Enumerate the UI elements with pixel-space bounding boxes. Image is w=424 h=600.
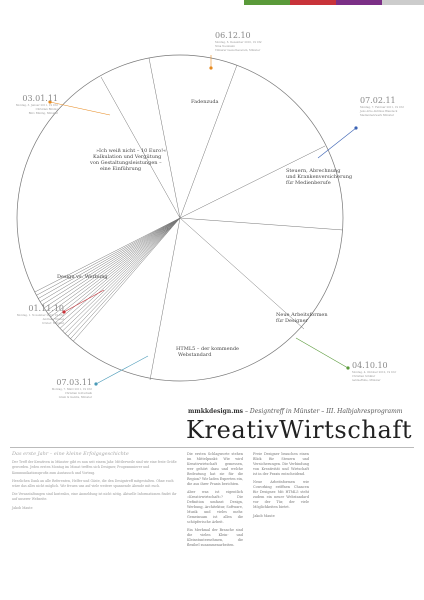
green-marker-icon: [346, 366, 349, 369]
leader-0702: [318, 128, 356, 158]
brand-title: KreativWirtschaft: [186, 416, 413, 444]
slice-label-3a: Steuern, Abrechnung: [286, 168, 341, 174]
segment-line: [42, 218, 180, 305]
slice-label-1d: eine Einführung: [100, 166, 142, 172]
event-line1: Montag, 7. März 2011, 19 Uhr: [51, 388, 92, 391]
event-line3: Büro Büning, Münster: [28, 112, 58, 115]
column-paragraph: Freie Designer brauchen einen Blick für Steuern und Versicherungen. Die Verbindung von Kreativität und Wirtschaft ist in der Praxis entscheidend.: [253, 452, 309, 476]
segment-line: [180, 218, 343, 230]
segment-line: [55, 218, 180, 323]
slice-label-4a: Neue Arbeitsformen: [276, 312, 328, 318]
segment-line: [53, 218, 180, 320]
segment-line: [58, 218, 180, 326]
column-paragraph: Neue Arbeitsformen wie Coworking eröffnen Chancen für Designer. Mit HTML5 steht zudem ein neuer Webstandard vor der Tür, der viele Möglichkeiten bietet.: [253, 480, 309, 509]
event-line3: Vilmarer Gewerbeverein, Münster: [215, 49, 261, 52]
segment-line: [46, 218, 180, 311]
leader-0703: [96, 356, 148, 384]
event-line1: Montag, 4. Oktober 2010, 19 Uhr: [352, 371, 397, 374]
segment-line: [149, 58, 180, 218]
event-line2: Andreas Tröster: [42, 318, 64, 321]
event-line1: Montag, 1. November 2010, 19 Uhr: [16, 314, 64, 317]
slice-label-3c: für Medienberufe: [286, 180, 331, 186]
segment-line: [44, 218, 180, 308]
event-line1: Montag, 6. Dezember 2010, 19 Uhr: [215, 41, 262, 44]
event-line2: Christian Gottschalk: [64, 392, 92, 395]
event-date: 07.03.11: [56, 378, 92, 387]
segment-line: [40, 218, 180, 302]
event-date: 06.12.10: [215, 31, 251, 40]
event-line3: Mediennetzwerk Münster: [360, 114, 395, 117]
text-column-1: [187, 452, 243, 551]
leader-0410: [296, 338, 348, 368]
segment-line: [35, 218, 180, 292]
text-column-2: [253, 452, 309, 522]
intro-signature: Jakob Maute: [12, 505, 33, 510]
slice-label-2: Fadenzuda: [191, 99, 219, 105]
slice-label-3b: und Krankenversicherung: [286, 174, 353, 180]
orange-marker-icon: [209, 66, 212, 69]
slice-label-5a: HTML5 – der kommende: [176, 346, 239, 352]
tagline: [188, 408, 408, 415]
slice-label-1b: Kalkulation und Vergütung: [93, 154, 162, 160]
event-date: 01.11.10: [28, 304, 64, 313]
column-paragraph: Aber was ist eigentlich »Kreativwirtschaft«? Die Definition umfasst Design, Werbung, Architektur, Software, Musik und vieles mehr. Gemeinsam ist allen die schöpferische Arbeit.: [187, 490, 243, 524]
column-paragraph: Ein Merkmal der Branche sind die vielen Klein- und Kleinstunternehmen, die flexibel zusammenarbeiten.: [187, 528, 243, 547]
tagline-text: – Designtreff in Münster – III. Halbjahresprogramm: [243, 408, 403, 415]
event-date: 04.10.10: [352, 361, 388, 370]
slice-label-1c: von Gestaltungsleistungen –: [90, 160, 162, 166]
segment-line: [51, 218, 180, 317]
intro-paragraph: Die Veranstaltungen sind kostenlos, eine Anmeldung ist nicht nötig. Aktuelle Informationen findet ihr auf unserer Webseite.: [12, 492, 177, 502]
intro-heading: Das erste Jahr – eine kleine Erfolgsgeschichte: [12, 451, 129, 457]
intro-column: [12, 452, 180, 514]
event-line2: Christian Büning: [35, 108, 58, 111]
event-line3: tröster: Münster: [42, 322, 64, 325]
segment-line: [48, 218, 180, 314]
event-line1: Montag, 7. Februar 2011, 19 Uhr: [360, 106, 404, 109]
event-date: 03.01.11: [22, 94, 58, 103]
event-line2: Nina Neumann: [215, 45, 235, 48]
teal-marker-icon: [94, 382, 97, 385]
event-date: 07.02.11: [360, 96, 396, 105]
segment-line: [180, 65, 237, 218]
blue-marker-icon: [354, 126, 357, 129]
event-line1: Montag, 3. Januar 2011, 19 Uhr: [15, 104, 58, 107]
event-line2: Jens Arne Aktimus Blaudeck: [360, 110, 398, 113]
event-line3: Grain & Gaddis, Münster: [58, 396, 92, 399]
column-signature: Jakob Maute: [253, 514, 275, 518]
intro-paragraph: Herzlichen Dank an alle Referenten, Helfer und Gäste, die den Designtreff mitgestalten. Ohne euch wäre das alles nicht möglich. Wir freuen uns auf viele weitere spannende Abende mit euch.: [12, 478, 174, 489]
slice-label-1a: »Ich weiß nicht – 10 Euro!«: [96, 148, 167, 154]
slice-label-5b: Webstandard: [178, 352, 212, 358]
column-paragraph: Die ersten Schlagworte stehen im Mittelpunkt: Wie wird Kreativwirtschaft gemessen, wer gehört dazu und welche Bedeutung hat sie für die Region? Wir laden Experten ein, die aus ihrer Praxis berichten.: [187, 452, 243, 486]
site-name: mmkkdesign.ms: [188, 408, 244, 415]
event-line2: Christian Schäfer: [352, 375, 376, 378]
divider-rule: [10, 447, 414, 448]
intro-paragraph: Der Treff der Kreativen in Münster gibt es nun seit einem Jahr. Mittlerweile sind wir eine feste Größe geworden. Jeden ersten Montag im Monat treffen sich Designer, Programmierer und Kommunikationsprofis zum Austausch und Vortrag.: [12, 460, 177, 475]
slice-label-4b: für Designer: [276, 318, 308, 324]
event-line3: nehmeRuhe, Münster: [352, 379, 381, 382]
slice-label-6: Design vs. Werbung: [57, 274, 108, 280]
